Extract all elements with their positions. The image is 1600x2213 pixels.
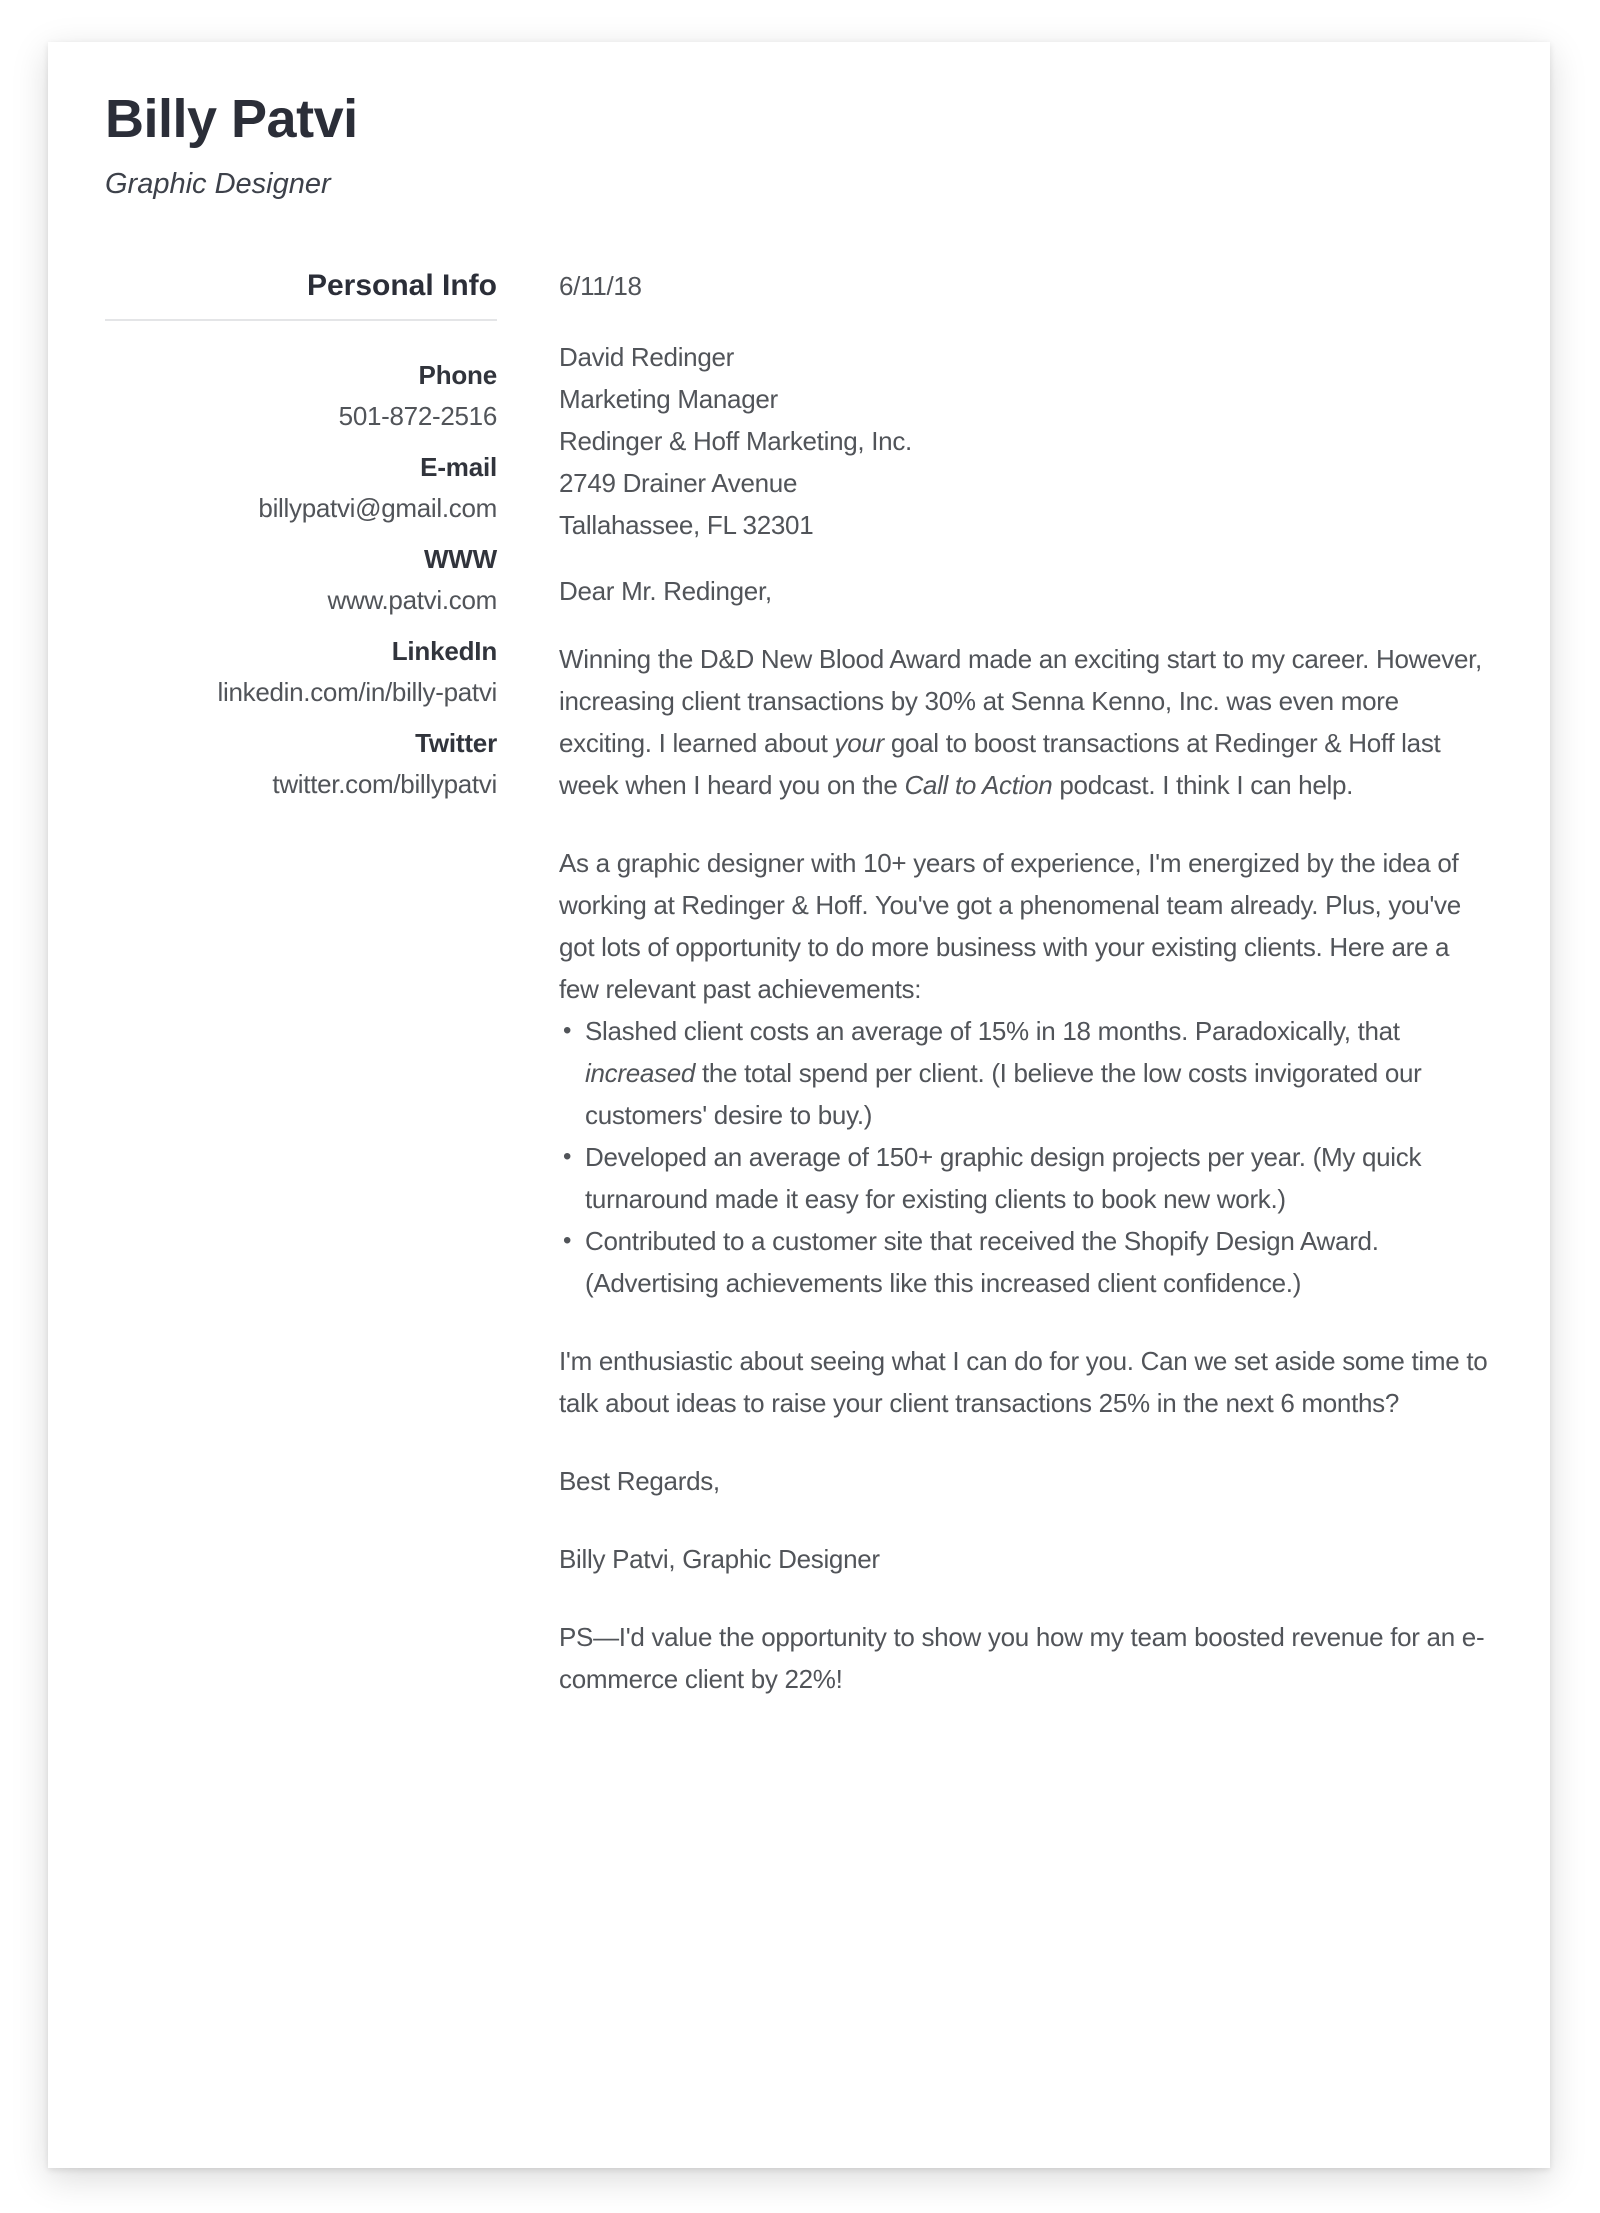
sidebar-item-label: Twitter: [415, 728, 497, 758]
sidebar-item-label: WWW: [423, 544, 497, 574]
sidebar-item: [105, 447, 497, 529]
sidebar-item: [105, 631, 497, 713]
sidebar-item-value: www.patvi.com: [327, 585, 497, 615]
recipient-line: 2749 Drainer Avenue: [559, 468, 798, 498]
bullet-item: [585, 1136, 1493, 1220]
recipient-line: Marketing Manager: [559, 384, 778, 414]
recipient-line: Redinger & Hoff Marketing, Inc.: [559, 426, 912, 456]
text-run: Developed an average of 150+ graphic design projects per year. (My quick turnaround made it easy for existing clients to book new work.): [585, 1142, 1422, 1214]
text-run: PS—I'd value the opportunity to show you how my team boosted revenue for an e-commerce client by 22%!: [559, 1622, 1485, 1694]
letter-paragraph: [559, 1340, 1493, 1424]
letter-paragraph: [559, 1460, 1493, 1502]
bullet-item: [585, 1010, 1493, 1136]
content-columns: [105, 266, 1493, 1700]
letter-paragraph: [559, 1538, 1493, 1580]
text-run: Slashed client costs an average of 15% in 18 months. Paradoxically, that: [585, 1016, 1400, 1046]
text-run: As a graphic designer with 10+ years of experience, I'm energized by the idea of working at Redinger & Hoff. You've got a phenomenal team already. Plus, you've got lots of opportunity to do more business with your existing clients. Here are a few relevant past achievements:: [559, 848, 1461, 1004]
text-run: Billy Patvi, Graphic Designer: [559, 1544, 880, 1574]
letter-body: [559, 638, 1493, 1700]
recipient-line: Tallahassee, FL 32301: [559, 510, 814, 540]
sidebar-item-value: twitter.com/billypatvi: [272, 769, 497, 799]
bullet-item: [585, 1220, 1493, 1304]
text-run: goal to boost transactions at Redinger & Hoff last week when I heard you on the: [559, 728, 1441, 800]
person-job-title: Graphic Designer: [105, 168, 331, 200]
sidebar-item-label: Phone: [418, 360, 497, 390]
sidebar-item-value: billypatvi@gmail.com: [258, 493, 497, 523]
text-run: Winning the D&D New Blood Award made an exciting start to my career. However, increasing client transactions by 30% at Senna Kenno, Inc. was even more exciting. I learned about: [559, 644, 1482, 758]
recipient-block: [559, 336, 1493, 546]
text-run: Contributed to a customer site that received the Shopify Design Award. (Advertising achievements like this increased client confidence.): [585, 1226, 1379, 1298]
italic-text: your: [834, 728, 884, 758]
letter-column: [559, 266, 1493, 1700]
sidebar-item: [105, 539, 497, 621]
text-run: the total spend per client. (I believe the low costs invigorated our customers' desire to buy.): [585, 1058, 1422, 1130]
salutation: Dear Mr. Redinger,: [559, 576, 772, 606]
sidebar-item-value: linkedin.com/in/billy-patvi: [217, 677, 497, 707]
letter-paragraph: [559, 638, 1493, 806]
italic-text: Call to Action: [904, 770, 1053, 800]
sidebar-items: [105, 355, 497, 805]
letter-paragraph: [559, 842, 1493, 1010]
cover-letter-page: [48, 42, 1550, 2168]
sidebar-item-label: LinkedIn: [391, 636, 497, 666]
text-run: I'm enthusiastic about seeing what I can do for you. Can we set aside some time to talk about ideas to raise your client transactions 25% in the next 6 months?: [559, 1346, 1488, 1418]
sidebar-heading: Personal Info: [105, 266, 497, 321]
sidebar-item-label: E-mail: [420, 452, 497, 482]
text-run: Best Regards,: [559, 1466, 720, 1496]
sidebar-item: [105, 355, 497, 437]
sidebar-item-value: 501-872-2516: [338, 401, 497, 431]
person-name: Billy Patvi: [105, 89, 358, 149]
text-run: podcast. I think I can help.: [1052, 770, 1354, 800]
sidebar-item: [105, 723, 497, 805]
letter-date: 6/11/18: [559, 271, 642, 301]
bullet-list: [559, 1010, 1493, 1304]
personal-info-sidebar: [105, 266, 497, 1700]
italic-text: increased: [585, 1058, 696, 1088]
recipient-line: David Redinger: [559, 342, 735, 372]
letter-paragraph: [559, 1616, 1493, 1700]
